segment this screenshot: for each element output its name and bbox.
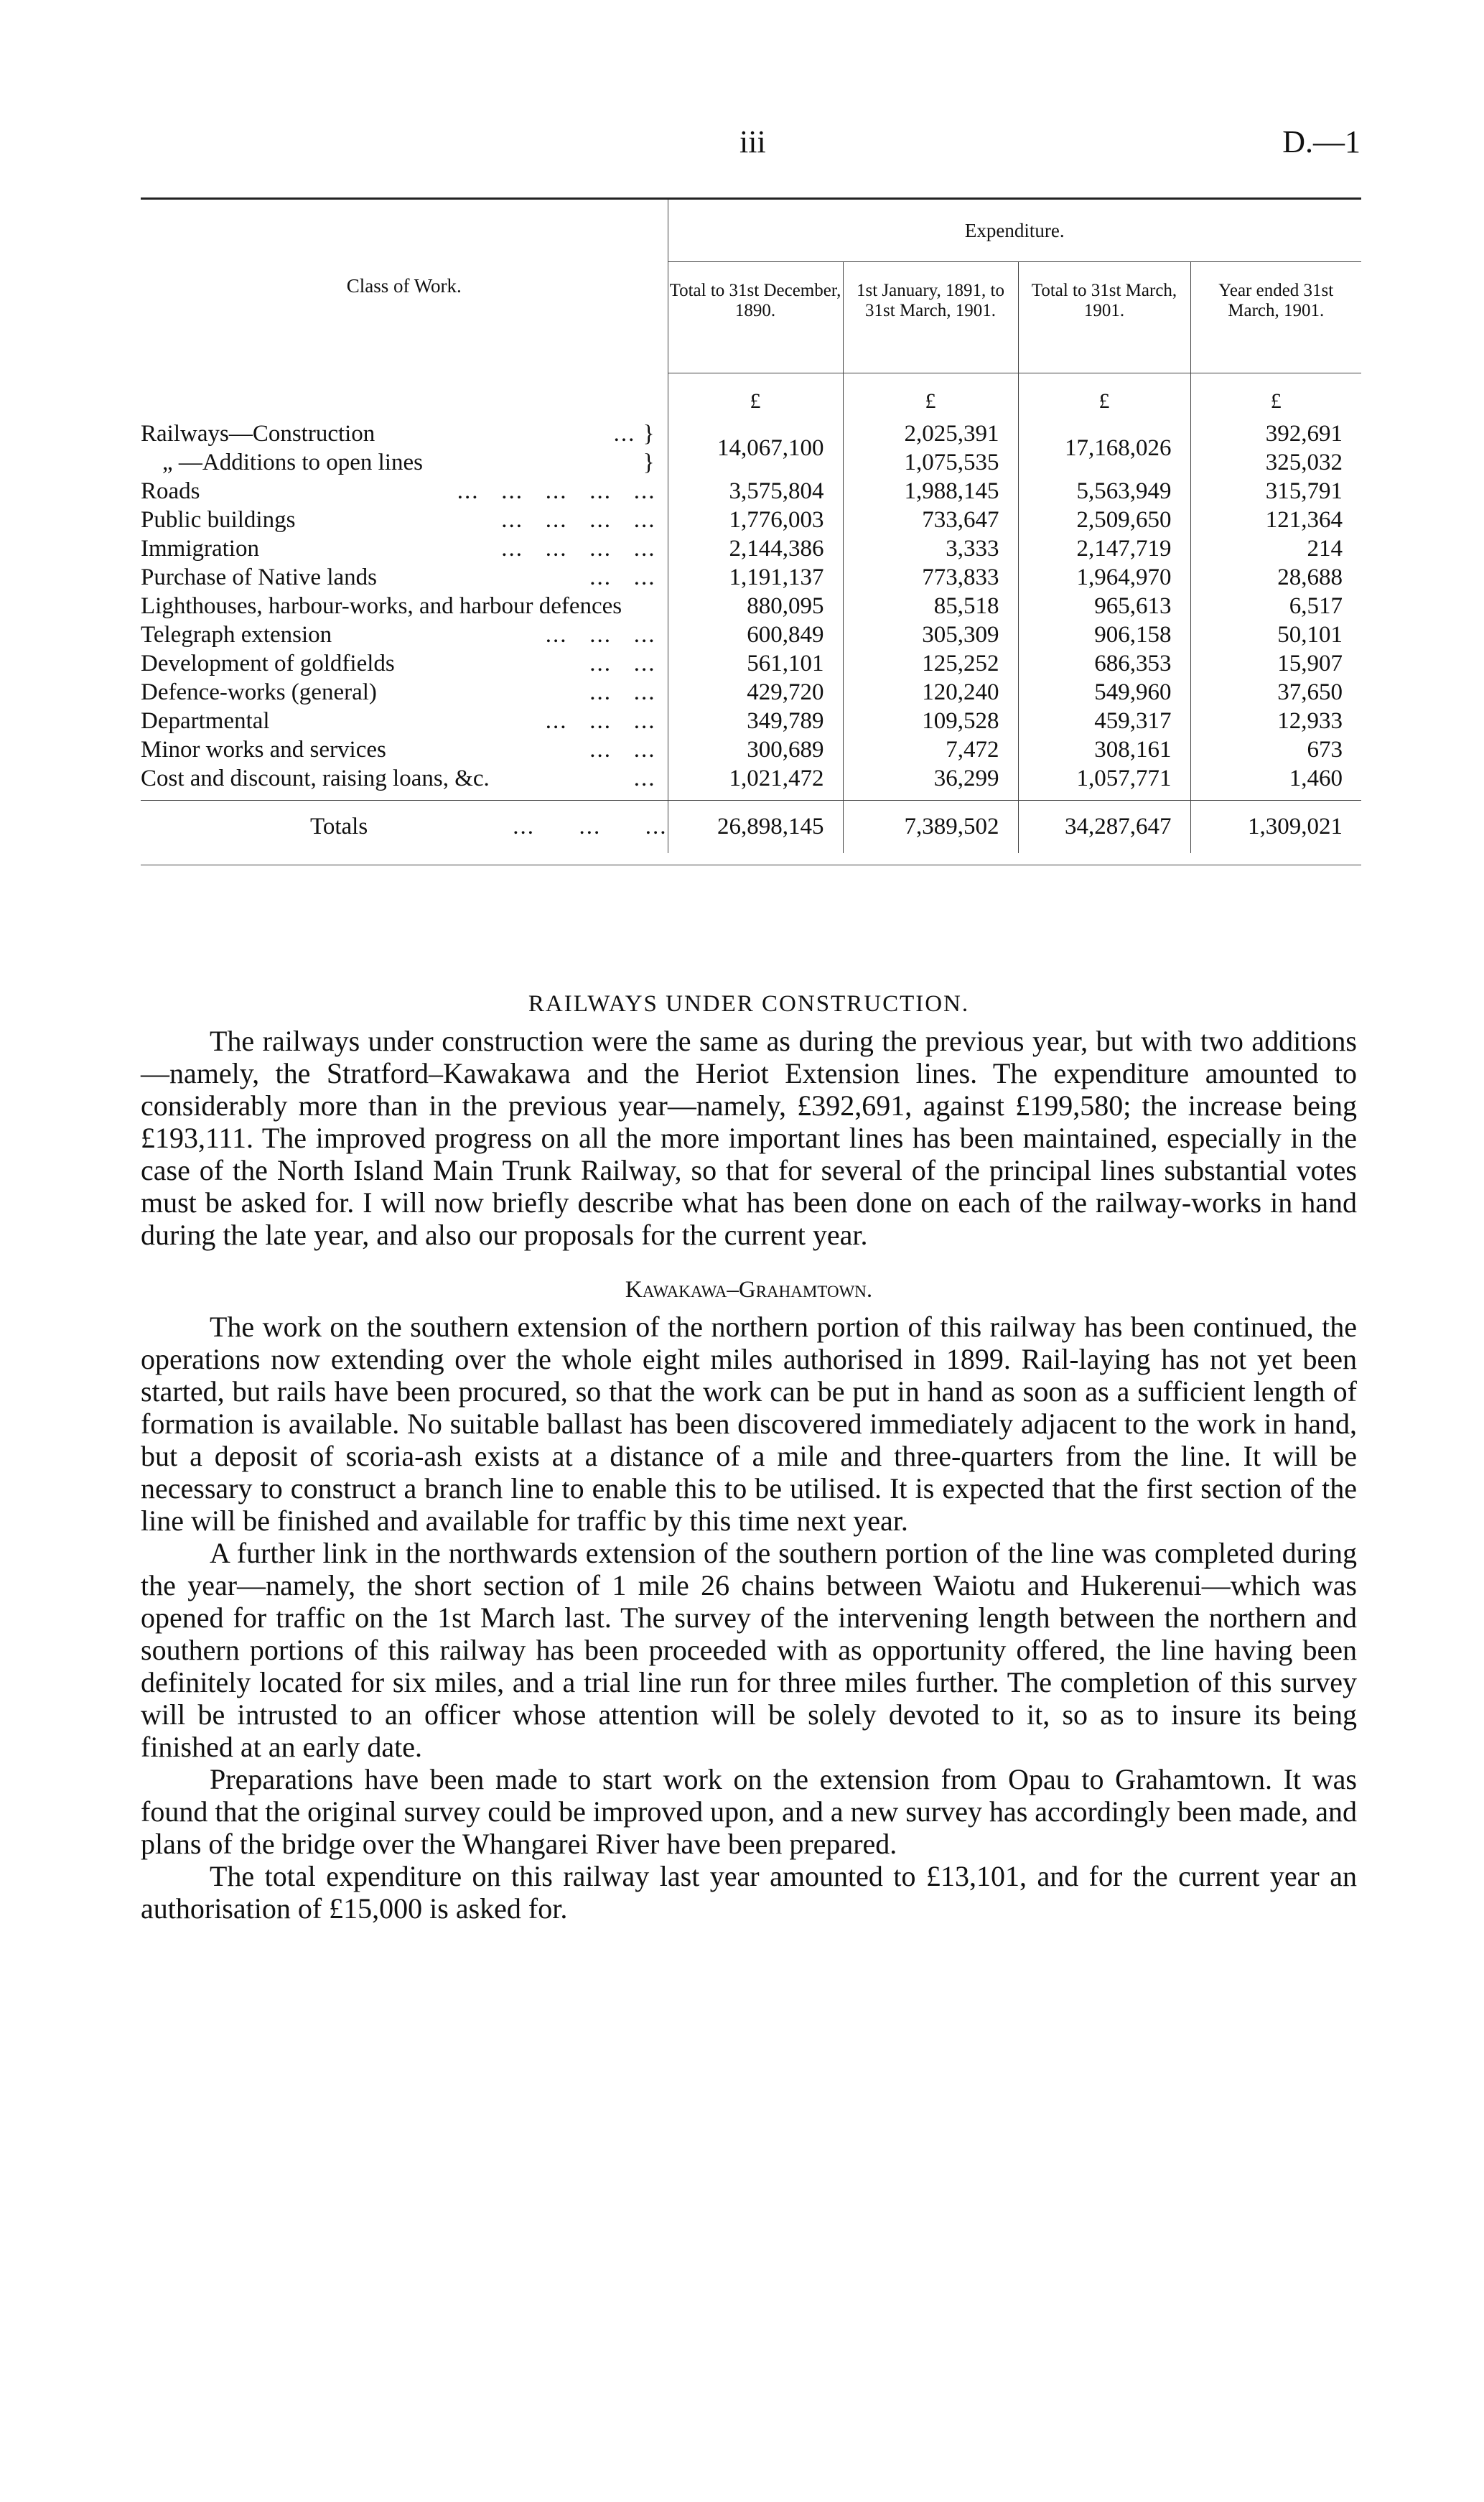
section-heading: RAILWAYS UNDER CONSTRUCTION. — [528, 991, 970, 1017]
cell-value: 1,988,145 — [843, 477, 1018, 506]
table-row: Minor works and services ... ... 300,689 7,472 308,161 673 — [141, 735, 1361, 764]
table-row: Purchase of Native lands ... ... 1,191,137 773,833 1,964,970 28,688 — [141, 563, 1361, 592]
column-header-total-1890: Total to 31st December, 1890. — [668, 262, 843, 373]
paragraph: The work on the southern extension of the northern portion of this railway has been continued, the operations now extending over the whole eight miles authorised in 1899. Rail-laying has not yet been started, but rails have been procured, so that the work can be put in hand as soon as a sufficient length of formation is available. No suitable ballast has been discovered immediately adjacent to the work in hand, but a deposit of scoria-ash exists at a distance of a mile and three-quarters from the line. It will be necessary to construct a branch line to enable this to be utilised. It is expected that the first section of the line will be finished and available for traffic by this time next year. — [141, 1311, 1357, 1537]
page-number: iii — [739, 124, 766, 159]
cell-value: 2,144,386 — [668, 534, 843, 563]
cell-value: 392,691 — [1265, 421, 1343, 447]
table-row: Departmental ... ... ... 349,789 109,528 459,317 12,933 — [141, 707, 1361, 735]
cell-value: 6,517 — [1190, 592, 1361, 620]
table-row — [141, 592, 1361, 620]
cell-value: 1,191,137 — [668, 563, 843, 592]
table-row: Public buildings ... ... ... ... 1,776,003 733,647 2,509,650 121,364 — [141, 506, 1361, 534]
cell-value: 5,563,949 — [1018, 477, 1190, 506]
cell-value: 2,147,719 — [1018, 534, 1190, 563]
report-text — [141, 991, 1357, 1925]
row-label: Lighthouses, harbour-works, and harbour defences — [141, 593, 622, 619]
cell-value: 308,161 — [1018, 735, 1190, 764]
cell-value: 1,776,003 — [668, 506, 843, 534]
paragraph: A further link in the northwards extension of the southern portion of the line was completed during the year—namely, the short section of 1 mile 26 chains between Waiotu and Hukerenui—which was opened for traffic on the 1st March last. The survey of the intervening length between the northern and southern portions of this railway has been proceeded with as opportunity offered, the line having been definitely located for six miles, and a trial line run for three miles further. The completion of this survey will be intrusted to an officer whose attention will be solely devoted to it, so as to insure its being finished at an early date. — [141, 1537, 1357, 1763]
paragraph: Preparations have been made to start work on the extension from Opau to Grahamtown. It was found that the original survey could be improved upon, and a new survey has accordingly been made, and plans of the bridge over the Whangarei River have been prepared. — [141, 1763, 1357, 1860]
cell-value: 121,364 — [1190, 506, 1361, 534]
row-label: Defence-works (general) — [141, 679, 377, 705]
cell-value: 880,095 — [668, 592, 843, 620]
table-row: Defence-works (general) ... ... 429,720 120,240 549,960 37,650 — [141, 678, 1361, 707]
row-label: „ —Additions to open lines — [162, 450, 423, 475]
cell-value: 3,333 — [843, 534, 1018, 563]
expenditure-table — [141, 197, 1361, 865]
cell-value: 315,791 — [1190, 477, 1361, 506]
cell-value: 214 — [1190, 534, 1361, 563]
cell-value: 125,252 — [843, 649, 1018, 678]
totals-label: Totals — [310, 814, 368, 840]
total-value: 34,287,647 — [1018, 801, 1190, 854]
row-label: Telegraph extension — [141, 622, 332, 648]
cell-value: 17,168,026 — [1018, 419, 1190, 477]
cell-value: 50,101 — [1190, 620, 1361, 649]
totals-row: Totals ... ... ... 26,898,145 7,389,502 34,287,647 1,309,021 — [141, 801, 1361, 854]
cell-value: 733,647 — [843, 506, 1018, 534]
table-row: Immigration ... ... ... ... 2,144,386 3,333 2,147,719 214 — [141, 534, 1361, 563]
table-row: Telegraph extension ... ... ... 600,849 305,309 906,158 50,101 — [141, 620, 1361, 649]
row-label: Departmental — [141, 708, 270, 734]
cell-value: 120,240 — [843, 678, 1018, 707]
currency-symbol: £ — [1190, 373, 1361, 420]
row-label: Public buildings — [141, 507, 296, 533]
total-value: 1,309,021 — [1190, 801, 1361, 854]
cell-value: 673 — [1190, 735, 1361, 764]
cell-value: 37,650 — [1190, 678, 1361, 707]
total-value: 26,898,145 — [668, 801, 843, 854]
column-header-total-1901: Total to 31st March, 1901. — [1018, 262, 1190, 373]
cell-value: 686,353 — [1018, 649, 1190, 678]
cell-value: 1,075,535 — [904, 450, 999, 475]
row-label: Railways—Construction — [141, 421, 375, 447]
cell-value: 12,933 — [1190, 707, 1361, 735]
cell-value: 3,575,804 — [668, 477, 843, 506]
cell-value: 349,789 — [668, 707, 843, 735]
cell-value: 459,317 — [1018, 707, 1190, 735]
currency-symbol: £ — [668, 373, 843, 420]
cell-value: 28,688 — [1190, 563, 1361, 592]
row-label: Minor works and services — [141, 737, 386, 763]
cell-value: 85,518 — [843, 592, 1018, 620]
row-label: Roads — [141, 478, 200, 504]
cell-value: 305,309 — [843, 620, 1018, 649]
cell-value: 549,960 — [1018, 678, 1190, 707]
cell-value: 1,964,970 — [1018, 563, 1190, 592]
cell-value: 325,032 — [1265, 450, 1343, 475]
cell-value: 14,067,100 — [668, 419, 843, 477]
cell-value: 1,057,771 — [1018, 764, 1190, 793]
class-of-work-header: Class of Work. — [346, 275, 462, 297]
cell-value: 1,021,472 — [668, 764, 843, 793]
cell-value: 36,299 — [843, 764, 1018, 793]
cell-value: 965,613 — [1018, 592, 1190, 620]
table-row: Roads ... ... ... ... ... 3,575,804 1,988,145 5,563,949 315,791 — [141, 477, 1361, 506]
cell-value: 2,025,391 — [904, 421, 999, 447]
column-header-period-1891-1901: 1st January, 1891, to 31st March, 1901. — [843, 262, 1018, 373]
cell-value: 561,101 — [668, 649, 843, 678]
cell-value: 2,509,650 — [1018, 506, 1190, 534]
expenditure-grid — [141, 200, 1361, 853]
table-row-railways: Railways—Construction ... } „ —Additions to open lines } 14,067,100 2,025,391 1,075,535 17,168,026 392,691 325,032 — [141, 419, 1361, 477]
table-row: Development of goldfields ... ... 561,101 125,252 686,353 15,907 — [141, 649, 1361, 678]
cell-value: 7,472 — [843, 735, 1018, 764]
cell-value: 906,158 — [1018, 620, 1190, 649]
table-row: Cost and discount, raising loans, &c. ... 1,021,472 36,299 1,057,771 1,460 — [141, 764, 1361, 793]
subsection-heading: Kawakawa–Grahamtown. — [625, 1277, 873, 1303]
cell-value: 1,460 — [1190, 764, 1361, 793]
cell-value: 15,907 — [1190, 649, 1361, 678]
cell-value: 300,689 — [668, 735, 843, 764]
currency-symbol: £ — [843, 373, 1018, 420]
cell-value: 109,528 — [843, 707, 1018, 735]
row-label: Purchase of Native lands — [141, 564, 377, 590]
paragraph: The total expenditure on this railway last year amounted to £13,101, and for the current year an authorisation of £15,000 is asked for. — [141, 1860, 1357, 1925]
document-reference: D.—1 — [1282, 124, 1361, 159]
cell-value: 429,720 — [668, 678, 843, 707]
row-label: Development of goldfields — [141, 651, 395, 676]
column-header-year-1901: Year ended 31st March, 1901. — [1190, 262, 1361, 373]
row-label: Cost and discount, raising loans, &c. — [141, 766, 490, 791]
intro-paragraph: The railways under construction were the same as during the previous year, but with two additions—namely, the Stratford–Kawakawa and the Heriot Extension lines. The expenditure amounted to considerably more than in the previous year—namely, £392,691, against £199,580; the increase being £193,111. The improved progress on all the more important lines has been maintained, especially in the case of the North Island Main Trunk Railway, so that for several of the principal lines substantial votes must be asked for. I will now briefly describe what has been done on each of the railway-works in hand during the late year, and also our proposals for the current year. — [141, 1025, 1357, 1251]
expenditure-header: Expenditure. — [668, 200, 1361, 262]
cell-value: 773,833 — [843, 563, 1018, 592]
currency-symbol: £ — [1018, 373, 1190, 420]
total-value: 7,389,502 — [843, 801, 1018, 854]
cell-value: 600,849 — [668, 620, 843, 649]
row-label: Immigration — [141, 536, 259, 562]
